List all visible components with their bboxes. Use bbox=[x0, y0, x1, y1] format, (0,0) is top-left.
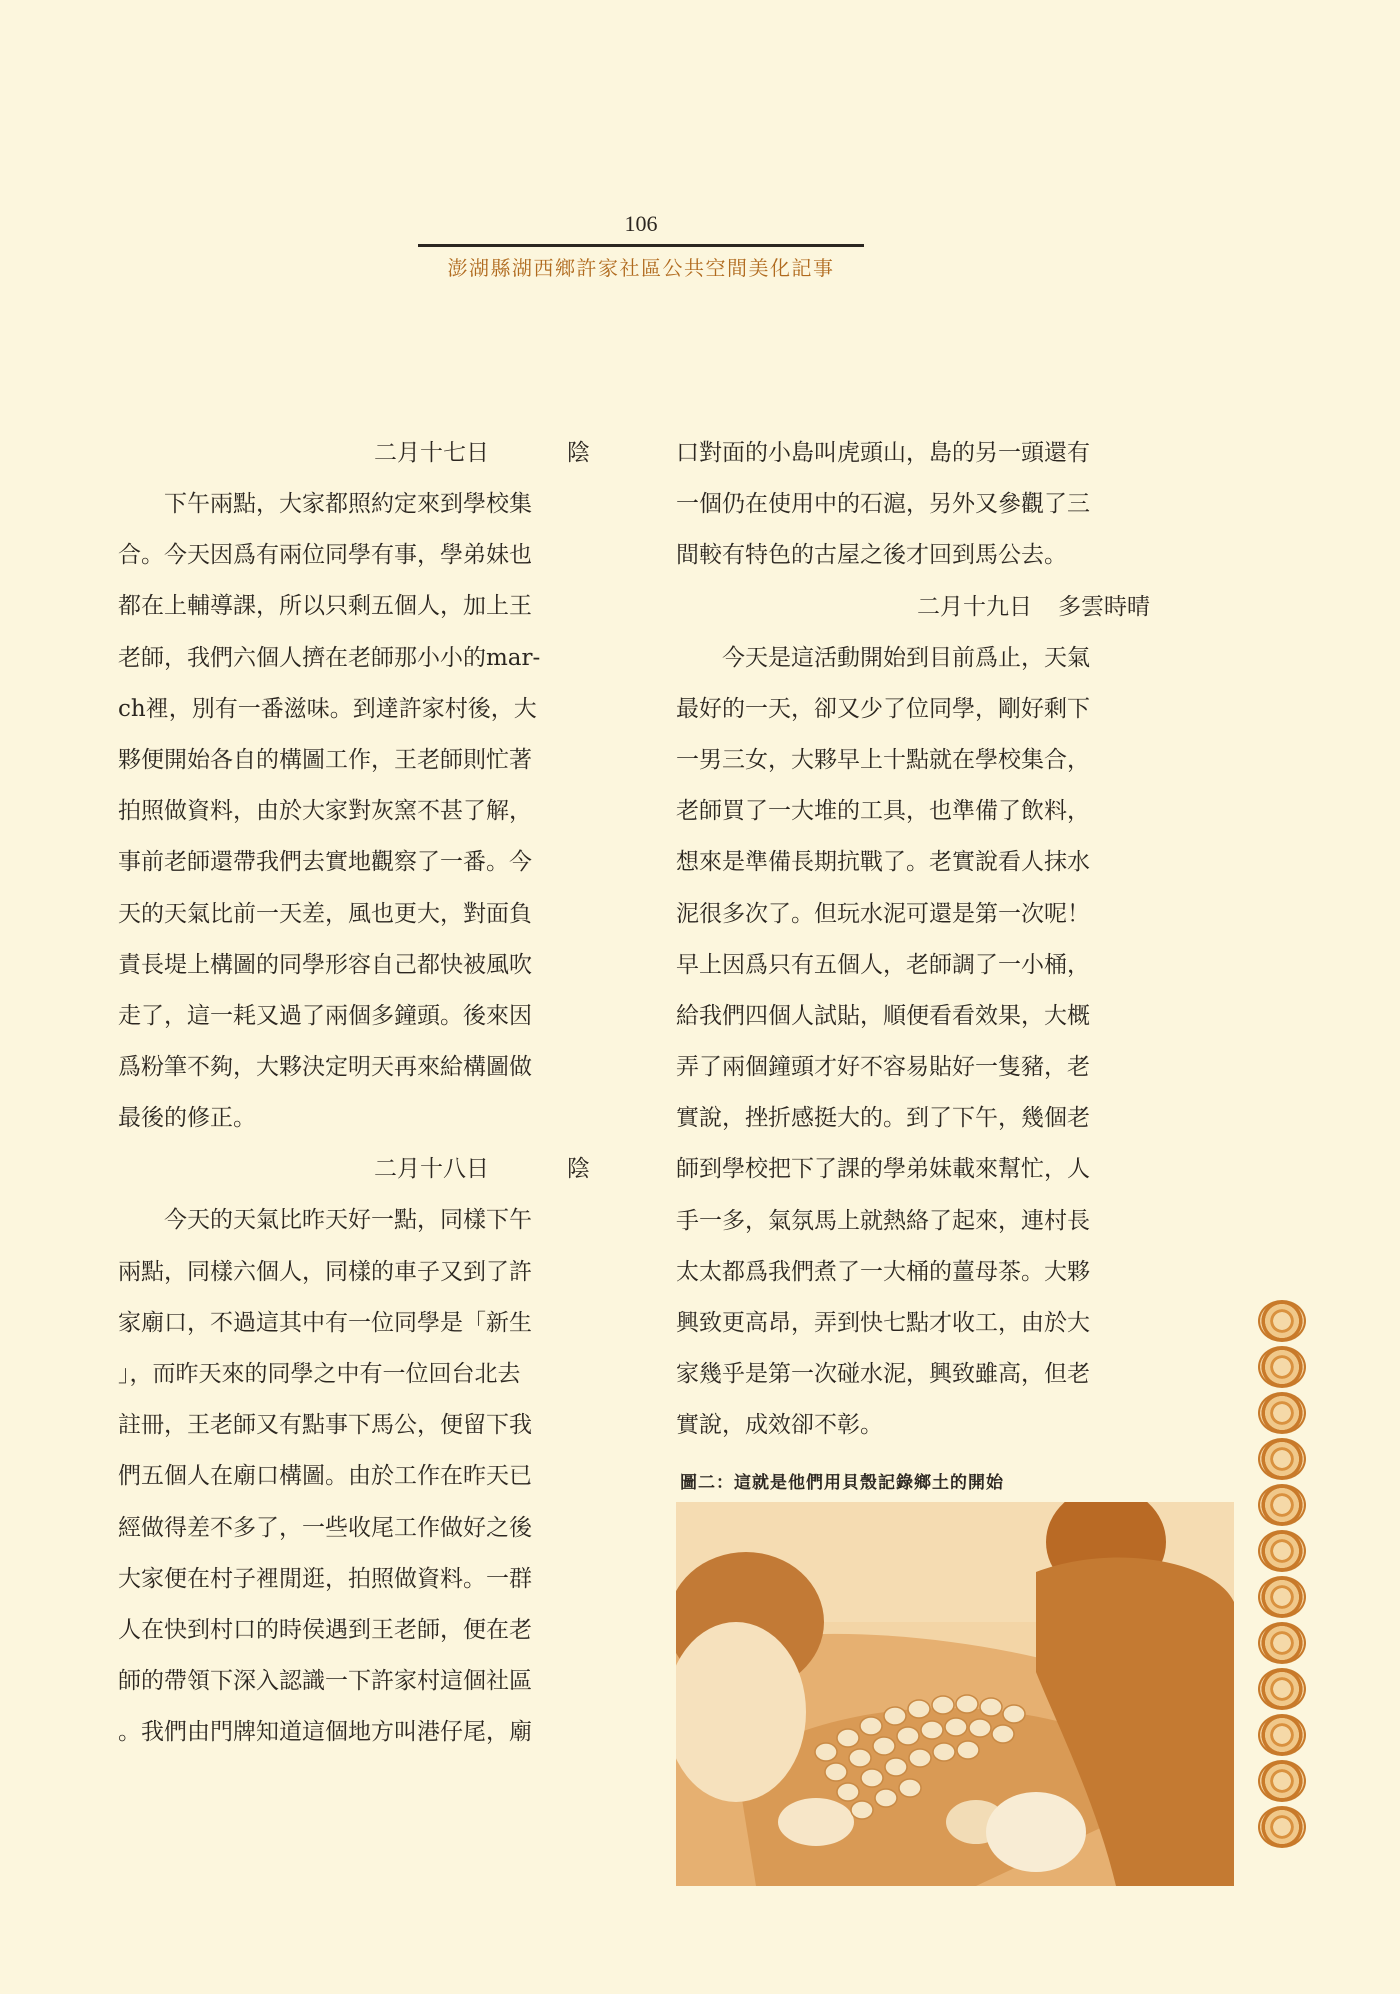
entry-weather: 多雲時晴 bbox=[1058, 593, 1150, 620]
text-line: 師到學校把下了課的學弟妹載來幫忙，人 bbox=[676, 1156, 1090, 1183]
text-line: 人在快到村口的時侯遇到王老師，便在老 bbox=[118, 1616, 532, 1643]
entry-weather: 陰 bbox=[567, 440, 590, 466]
text-line: 家廟口，不過這其中有一位同學是「新生 bbox=[118, 1309, 532, 1336]
text-line: 早上因爲只有五個人，老師調了一小桶， bbox=[676, 951, 1090, 978]
entry-weather: 陰 bbox=[567, 1156, 590, 1183]
text-line: 給我們四個人試貼，順便看看效果，大概 bbox=[676, 1002, 1090, 1029]
text-line: 註冊，王老師又有點事下馬公，便留下我 bbox=[118, 1412, 532, 1439]
book-title: 澎湖縣湖西鄉許家社區公共空間美化記事 bbox=[447, 256, 835, 280]
text-line: 下午兩點，大家都照約定來到學校集 bbox=[164, 491, 532, 517]
figure-caption: 圖二：這就是他們用貝殼記錄鄉土的開始 bbox=[680, 1473, 1004, 1493]
text-line: 責長堤上構圖的同學形容自己都快被風吹 bbox=[118, 951, 532, 978]
text-line: 實說，挫折感挺大的。到了下午，幾個老 bbox=[676, 1105, 1090, 1132]
text-line: ch裡，別有一番滋味。到達許家村後，大 bbox=[118, 695, 537, 722]
seal-ornament bbox=[1258, 1484, 1306, 1526]
text-line: 合。今天因爲有兩位同學有事，學弟妹也 bbox=[118, 542, 532, 569]
entry-heading bbox=[118, 428, 590, 479]
page-header bbox=[418, 210, 864, 283]
entry-heading bbox=[118, 1144, 590, 1195]
text-line: 都在上輔導課，所以只剩五個人，加上王 bbox=[118, 593, 532, 620]
text-line: 老師買了一大堆的工具，也準備了飲料， bbox=[676, 798, 1090, 825]
entry-date: 二月十九日 bbox=[917, 593, 1032, 620]
text-line: 手一多，氣氛馬上就熱絡了起來，連村長 bbox=[676, 1207, 1090, 1234]
page-number: 106 bbox=[624, 211, 658, 236]
text-line: 太太都爲我們煮了一大桶的薑母茶。大夥 bbox=[676, 1258, 1090, 1285]
seal-ornament bbox=[1258, 1714, 1306, 1756]
seal-ornament bbox=[1258, 1300, 1306, 1342]
seal-ornament bbox=[1258, 1530, 1306, 1572]
text-line: 經做得差不多了，一些收尾工作做好之後 bbox=[118, 1514, 532, 1541]
text-line: 興致更高昂，弄到快七點才收工，由於大 bbox=[676, 1310, 1090, 1336]
header-rule bbox=[418, 244, 864, 247]
left-column bbox=[118, 428, 590, 1759]
text-line: 最後的修正。 bbox=[118, 1105, 256, 1132]
entry-heading bbox=[676, 582, 1150, 633]
text-line: 今天的天氣比昨天好一點，同樣下午 bbox=[164, 1207, 532, 1234]
seal-ornament bbox=[1258, 1576, 1306, 1618]
text-line: 泥很多次了。但玩水泥可還是第一次呢！ bbox=[676, 900, 1090, 927]
text-line: 師的帶領下深入認識一下許家村這個社區 bbox=[118, 1668, 532, 1695]
text-line: 最好的一天，卻又少了位同學，剛好剩下 bbox=[676, 695, 1090, 722]
seal-ornament bbox=[1258, 1622, 1306, 1664]
paragraph bbox=[118, 479, 590, 1144]
text-line: 家幾乎是第一次碰水泥，興致雖高，但老 bbox=[676, 1361, 1090, 1388]
seal-ornament bbox=[1258, 1392, 1306, 1434]
right-column bbox=[676, 428, 1150, 1452]
text-line: 間較有特色的古屋之後才回到馬公去。 bbox=[676, 542, 1067, 569]
seal-ornament bbox=[1258, 1438, 1306, 1480]
entry-date: 二月十八日 bbox=[374, 1156, 489, 1183]
text-line: 們五個人在廟口構圖。由於工作在昨天已 bbox=[118, 1463, 532, 1490]
seal-ornament bbox=[1258, 1760, 1306, 1802]
text-line: 實說，成效卻不彰。 bbox=[676, 1412, 883, 1439]
text-line: 爲粉筆不夠，大夥決定明天再來給構圖做 bbox=[118, 1054, 532, 1081]
text-line: 拍照做資料，由於大家對灰窯不甚了解， bbox=[118, 798, 532, 825]
paragraph bbox=[676, 428, 1150, 582]
text-line: 兩點，同樣六個人，同樣的車子又到了許 bbox=[118, 1258, 532, 1285]
paragraph bbox=[118, 1195, 590, 1758]
text-line: 。我們由門牌知道這個地方叫港仔尾，廟 bbox=[118, 1719, 532, 1746]
seal-ornament bbox=[1258, 1668, 1306, 1710]
text-line: 一個仍在使用中的石滬，另外又參觀了三 bbox=[676, 491, 1090, 518]
text-line: 想來是準備長期抗戰了。老實說看人抹水 bbox=[676, 849, 1090, 876]
text-line: 口對面的小島叫虎頭山，島的另一頭還有 bbox=[676, 440, 1090, 466]
paragraph bbox=[676, 633, 1150, 1452]
decorative-seal-column bbox=[1257, 1300, 1307, 1852]
text-line: 老師，我們六個人擠在老師那小小的mar- bbox=[118, 644, 541, 671]
photo-illustration bbox=[676, 1502, 1234, 1886]
text-line: 夥便開始各自的構圖工作，王老師則忙著 bbox=[118, 746, 532, 773]
text-line: 天的天氣比前一天差，風也更大，對面負 bbox=[118, 900, 532, 927]
text-line: 」，而昨天來的同學之中有一位回台北去 bbox=[118, 1361, 521, 1387]
text-line: 走了，這一耗又過了兩個多鐘頭。後來因 bbox=[118, 1002, 532, 1029]
text-line: 大家便在村子裡閒逛，拍照做資料。一群 bbox=[118, 1565, 532, 1592]
seal-ornament bbox=[1258, 1806, 1306, 1848]
seal-ornament bbox=[1258, 1346, 1306, 1388]
entry-date: 二月十七日 bbox=[374, 440, 489, 466]
text-line: 一男三女，大夥早上十點就在學校集合， bbox=[676, 746, 1090, 773]
figure-photo bbox=[676, 1502, 1234, 1886]
text-line: 弄了兩個鐘頭才好不容易貼好一隻豬，老 bbox=[676, 1054, 1090, 1081]
text-line: 事前老師還帶我們去實地觀察了一番。今 bbox=[118, 849, 532, 876]
text-line: 今天是這活動開始到目前爲止，天氣 bbox=[722, 644, 1090, 671]
